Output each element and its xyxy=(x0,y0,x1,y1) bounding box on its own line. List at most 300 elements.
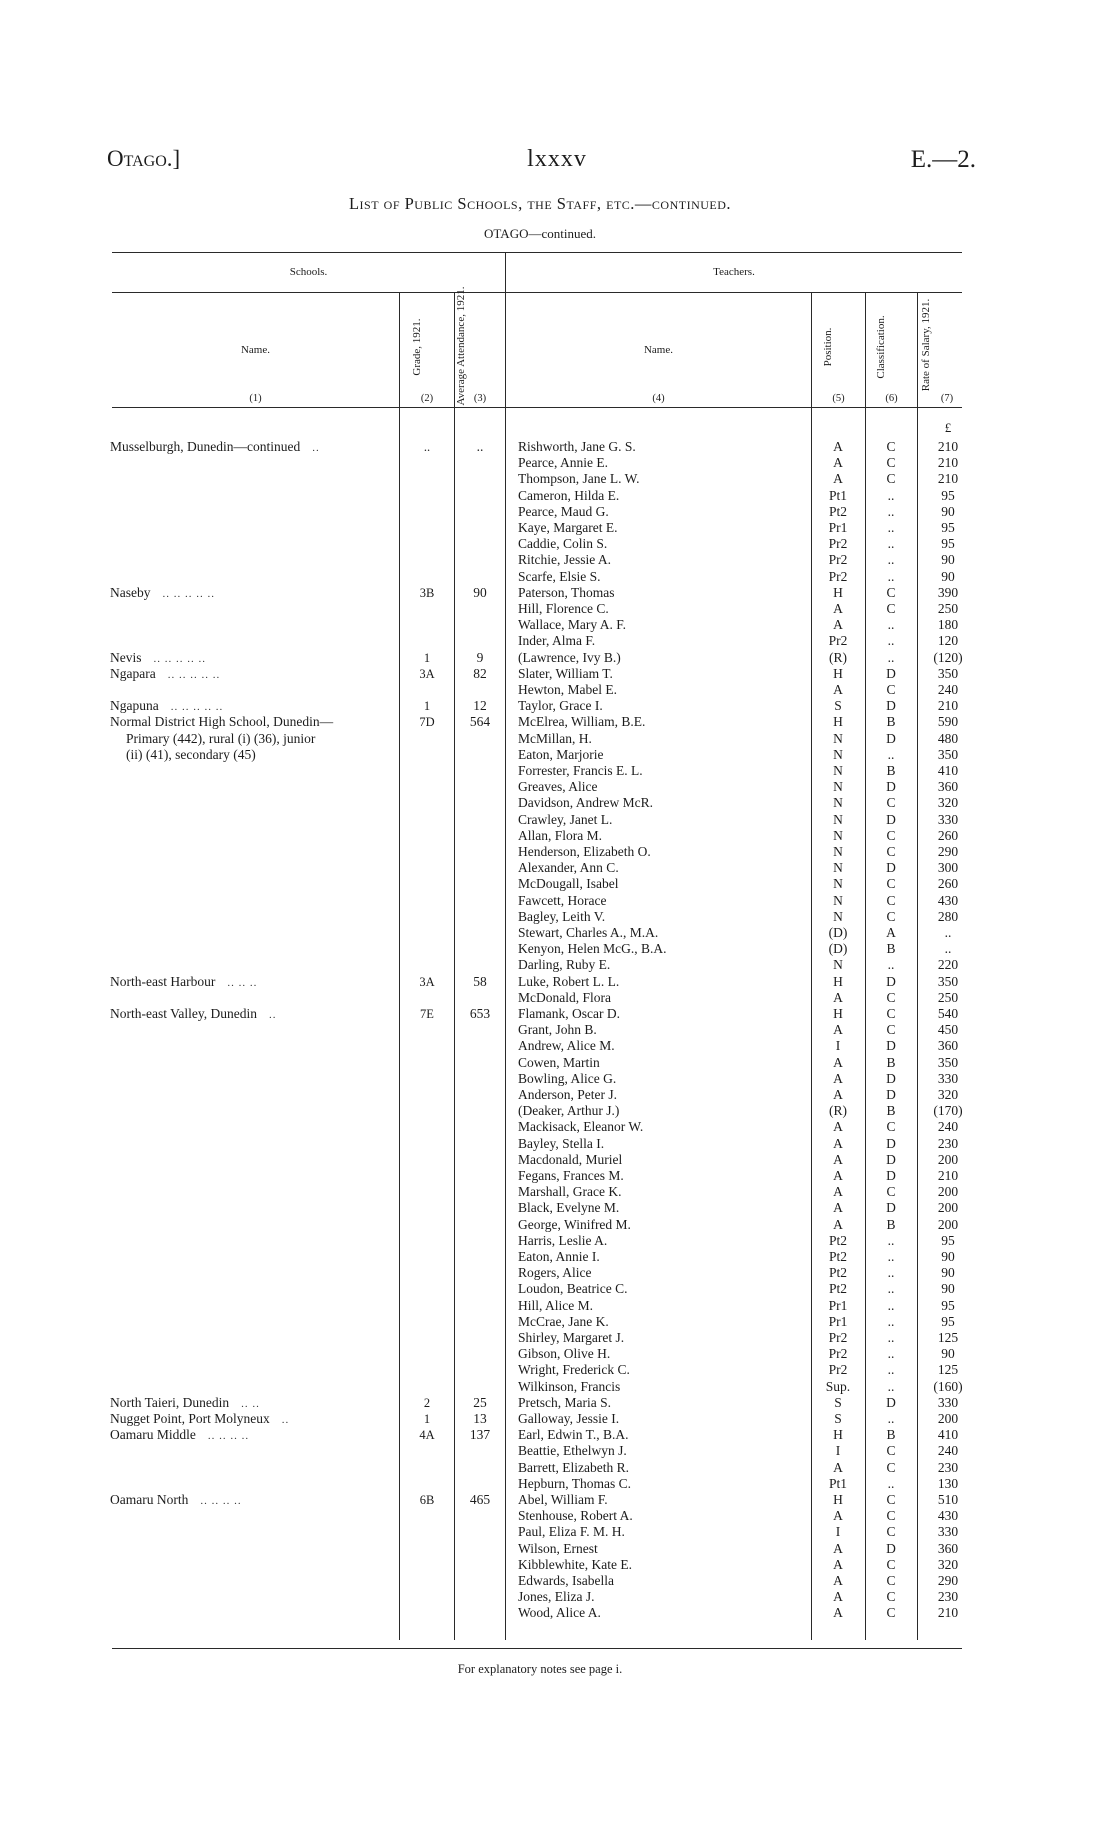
teacher-classification: C xyxy=(886,876,896,892)
teacher-classification: .. xyxy=(887,503,895,519)
school-attendance: 13 xyxy=(473,1411,487,1426)
school-name-text: Naseby xyxy=(110,584,151,600)
school-grade: 1 xyxy=(423,650,431,665)
table-row xyxy=(0,1541,1114,1557)
teacher-classification: C xyxy=(886,1605,896,1621)
teacher-salary: 90 xyxy=(941,568,955,584)
teacher-name: Wright, Frederick C. xyxy=(518,1362,630,1378)
teacher-salary: 360 xyxy=(937,1038,959,1054)
header-salary: Rate of Salary, 1921. xyxy=(920,298,932,392)
teacher-name: (Deaker, Arthur J.) xyxy=(518,1103,620,1119)
school-name xyxy=(110,439,395,456)
teacher-classification: .. xyxy=(887,957,895,973)
table-row xyxy=(0,1184,1114,1200)
teacher-salary: 320 xyxy=(937,795,959,811)
teacher-name: Alexander, Ann C. xyxy=(518,860,619,876)
header-bottom-rule xyxy=(112,407,962,408)
teacher-classification: D xyxy=(886,730,896,746)
teacher-position: H xyxy=(833,1427,843,1443)
teacher-position: Pt2 xyxy=(828,1249,847,1264)
teacher-name: Pretsch, Maria S. xyxy=(518,1394,611,1410)
teacher-name: Scarfe, Elsie S. xyxy=(518,568,601,584)
teacher-salary: (120) xyxy=(933,649,963,665)
school-grade: 7D xyxy=(419,715,435,730)
table-row xyxy=(0,601,1114,617)
table-row xyxy=(0,520,1114,536)
table-row xyxy=(0,1136,1114,1152)
teacher-classification: B xyxy=(886,714,896,730)
teacher-position: I xyxy=(835,1038,841,1054)
table-row xyxy=(0,714,1114,730)
table-row xyxy=(0,650,1114,666)
teacher-name: Andrew, Alice M. xyxy=(518,1038,615,1054)
school-leader-dots: .. .. xyxy=(241,1397,260,1410)
teacher-name: McCrae, Jane K. xyxy=(518,1313,609,1329)
teacher-salary: 450 xyxy=(937,1022,959,1038)
table-row xyxy=(0,1427,1114,1443)
teacher-salary: 200 xyxy=(937,1411,959,1426)
teacher-salary: 430 xyxy=(937,1508,959,1524)
teacher-classification: C xyxy=(886,1589,896,1605)
teacher-position: N xyxy=(833,844,843,859)
table-row xyxy=(0,569,1114,585)
teacher-salary: 210 xyxy=(937,698,959,714)
school-attendance: 25 xyxy=(473,1394,487,1410)
teacher-position: H xyxy=(833,1492,843,1507)
teacher-name: Stenhouse, Robert A. xyxy=(518,1508,633,1524)
school-grade: 7E xyxy=(420,1007,434,1021)
teacher-classification: D xyxy=(886,1540,896,1556)
teacher-salary: 510 xyxy=(937,1492,959,1507)
teacher-position: A xyxy=(833,439,843,454)
teacher-classification: C xyxy=(886,1443,896,1459)
teacher-salary: 210 xyxy=(937,1168,959,1183)
page-header-right: E.—2. xyxy=(910,146,976,173)
school-leader-dots: .. xyxy=(312,442,320,454)
teacher-classification: C xyxy=(886,455,896,471)
teacher-position: Pt1 xyxy=(828,1475,847,1491)
table-row xyxy=(0,1055,1114,1071)
table-row xyxy=(0,763,1114,779)
table-row xyxy=(0,1379,1114,1395)
teacher-position: A xyxy=(833,1459,843,1475)
teacher-position: I xyxy=(835,1524,841,1540)
teacher-classification: D xyxy=(886,665,896,681)
teacher-position: N xyxy=(833,746,843,762)
teacher-classification: .. xyxy=(887,1346,895,1362)
school-grade: 3A xyxy=(419,666,435,681)
teacher-classification: D xyxy=(886,973,896,989)
school-leader-dots: .. .. .. .. xyxy=(200,1495,242,1507)
teacher-classification: C xyxy=(886,1459,896,1475)
teacher-position: N xyxy=(833,795,843,811)
teacher-position: S xyxy=(834,698,842,714)
teacher-name: Macdonald, Muriel xyxy=(518,1151,623,1167)
teacher-salary: 130 xyxy=(937,1475,959,1491)
teacher-salary: 350 xyxy=(937,746,959,762)
currency-symbol: £ xyxy=(944,420,952,435)
table-row xyxy=(0,1200,1114,1216)
page-header-left: Otago.] xyxy=(107,146,181,171)
teacher-name: Gibson, Olive H. xyxy=(518,1346,611,1362)
teacher-name: Abel, William F. xyxy=(518,1492,608,1507)
teacher-name: Paterson, Thomas xyxy=(518,584,615,600)
teacher-name: Kaye, Margaret E. xyxy=(518,520,618,535)
teacher-position: A xyxy=(833,1087,843,1102)
teacher-classification: C xyxy=(886,795,896,811)
teacher-name: Wood, Alice A. xyxy=(518,1605,601,1621)
table-row xyxy=(0,1443,1114,1459)
teacher-position: A xyxy=(833,471,843,487)
table-row xyxy=(0,925,1114,941)
table-row xyxy=(0,1330,1114,1346)
school-name xyxy=(110,974,395,991)
page-title: List of Public Schools, the Staff, etc.—continued. xyxy=(348,194,732,213)
school-name xyxy=(110,1492,395,1509)
col-number-2: (2) xyxy=(420,393,434,404)
teacher-position: (D) xyxy=(828,941,848,957)
teacher-classification: C xyxy=(886,1022,896,1038)
school-name-text: North Taieri, Dunedin xyxy=(110,1394,230,1410)
teacher-salary: 260 xyxy=(937,876,959,892)
teacher-name: Eaton, Marjorie xyxy=(518,746,604,762)
teacher-position: A xyxy=(833,1556,843,1572)
school-leader-dots: .. .. .. xyxy=(227,976,258,989)
school-name-text: North-east Valley, Dunedin xyxy=(110,1006,257,1021)
teacher-salary: 90 xyxy=(941,1281,955,1297)
teacher-classification: .. xyxy=(887,1378,895,1394)
teacher-classification: B xyxy=(886,1427,896,1443)
teacher-name: Pearce, Annie E. xyxy=(518,455,608,471)
teacher-name: (Lawrence, Ivy B.) xyxy=(518,649,621,665)
teacher-position: I xyxy=(835,1443,841,1459)
table-row xyxy=(0,1071,1114,1087)
teacher-name: Hill, Alice M. xyxy=(518,1297,593,1313)
table-row xyxy=(0,1346,1114,1362)
teacher-position: S xyxy=(834,1411,842,1426)
teacher-salary: 200 xyxy=(937,1151,959,1167)
teacher-salary: 330 xyxy=(937,811,959,827)
teacher-classification: D xyxy=(886,1394,896,1410)
table-row xyxy=(0,1103,1114,1119)
teacher-position: Pr2 xyxy=(828,536,848,552)
teacher-classification: C xyxy=(886,1119,896,1135)
teacher-name: Marshall, Grace K. xyxy=(518,1184,622,1200)
teacher-salary: 480 xyxy=(937,730,959,746)
teacher-position: A xyxy=(833,1216,843,1232)
teacher-salary: 90 xyxy=(941,1249,955,1264)
school-leader-dots: .. .. .. .. .. xyxy=(167,668,221,681)
teacher-salary: .. xyxy=(944,941,952,957)
teacher-name: Allan, Flora M. xyxy=(518,827,602,843)
teacher-name: Harris, Leslie A. xyxy=(518,1232,608,1248)
school-grade: 2 xyxy=(423,1395,431,1410)
teacher-salary: (160) xyxy=(933,1378,963,1394)
teacher-name: Davidson, Andrew McR. xyxy=(518,795,653,811)
teacher-classification: D xyxy=(886,1168,896,1183)
teacher-position: (R) xyxy=(829,649,847,665)
teacher-salary: 220 xyxy=(937,957,959,973)
school-leader-dots: .. xyxy=(268,1009,277,1021)
teacher-classification: A xyxy=(886,925,896,940)
teacher-position: N xyxy=(833,827,843,843)
school-attendance: .. xyxy=(476,439,484,454)
teacher-position: H xyxy=(833,1006,843,1021)
teacher-classification: .. xyxy=(887,649,895,665)
teacher-classification: .. xyxy=(887,746,895,762)
teacher-name: Eaton, Annie I. xyxy=(518,1249,600,1264)
teacher-name: Taylor, Grace I. xyxy=(518,698,603,714)
table-row xyxy=(0,1476,1114,1492)
teacher-name: Bayley, Stella I. xyxy=(518,1135,605,1151)
table-row xyxy=(0,1168,1114,1184)
teacher-salary: 360 xyxy=(937,779,959,795)
teacher-position: A xyxy=(833,1540,843,1556)
teacher-position: Pr1 xyxy=(828,520,848,535)
table-row xyxy=(0,536,1114,552)
teacher-salary: 300 xyxy=(937,860,959,876)
teacher-salary: 320 xyxy=(937,1556,959,1572)
teacher-name: Jones, Eliza J. xyxy=(518,1589,595,1605)
teacher-classification: D xyxy=(886,1087,896,1102)
teacher-name: Wilson, Ernest xyxy=(518,1540,598,1556)
table-row xyxy=(0,1006,1114,1022)
teacher-position: A xyxy=(833,1070,843,1086)
teacher-name: Kenyon, Helen McG., B.A. xyxy=(518,941,667,957)
teacher-position: N xyxy=(833,779,843,795)
teacher-position: N xyxy=(833,730,843,746)
table-row xyxy=(0,1217,1114,1233)
school-name-text: Oamaru Middle xyxy=(110,1427,196,1443)
table-row xyxy=(0,893,1114,909)
teacher-salary: 95 xyxy=(941,520,955,535)
teacher-name: Fawcett, Horace xyxy=(518,892,607,908)
teacher-salary: 330 xyxy=(937,1524,959,1540)
teacher-salary: 540 xyxy=(937,1006,959,1021)
header-position: Position. xyxy=(822,327,834,367)
teacher-name: Mackisack, Eleanor W. xyxy=(518,1119,644,1135)
teacher-salary: 330 xyxy=(937,1070,959,1086)
teacher-classification: .. xyxy=(887,1249,895,1264)
teacher-classification: .. xyxy=(887,1297,895,1313)
teacher-salary: 360 xyxy=(937,1540,959,1556)
teacher-position: Pt2 xyxy=(828,1265,847,1281)
table-row xyxy=(0,1152,1114,1168)
teacher-classification: D xyxy=(886,1070,896,1086)
table-row xyxy=(0,990,1114,1006)
teacher-position: (D) xyxy=(828,925,848,940)
teacher-classification: .. xyxy=(887,1411,895,1426)
table-row xyxy=(0,1281,1114,1297)
teacher-name: Beattie, Ethelwyn J. xyxy=(518,1443,627,1459)
table-row xyxy=(0,552,1114,568)
teacher-name: Fegans, Frances M. xyxy=(518,1168,624,1183)
teacher-salary: 90 xyxy=(941,1265,955,1281)
teacher-position: Pr2 xyxy=(828,552,848,568)
teacher-classification: C xyxy=(886,827,896,843)
teacher-salary: 230 xyxy=(937,1459,959,1475)
teacher-classification: C xyxy=(886,1184,896,1200)
teacher-name: McMillan, H. xyxy=(518,730,592,746)
teacher-classification: .. xyxy=(887,1475,895,1491)
teacher-salary: 180 xyxy=(937,617,959,633)
teacher-classification: C xyxy=(886,1006,896,1021)
teacher-salary: 95 xyxy=(941,487,955,503)
teacher-position: Pt2 xyxy=(828,503,847,519)
teacher-name: Barrett, Elizabeth R. xyxy=(518,1459,629,1475)
teacher-salary: 95 xyxy=(941,1313,955,1329)
teacher-salary: 250 xyxy=(937,989,959,1005)
school-name xyxy=(110,1411,395,1428)
teacher-salary: 590 xyxy=(937,714,959,730)
header-teacher-name: Name. xyxy=(643,344,673,356)
teacher-name: Flamank, Oscar D. xyxy=(518,1006,620,1021)
teacher-position: Pr1 xyxy=(828,1313,848,1329)
table-row xyxy=(0,974,1114,990)
teacher-salary: 250 xyxy=(937,601,959,616)
teacher-position: Pt2 xyxy=(828,1281,847,1297)
col-number-5: (5) xyxy=(832,393,845,404)
teacher-salary: 95 xyxy=(941,1297,955,1313)
teacher-position: A xyxy=(833,989,843,1005)
table-row xyxy=(0,1362,1114,1378)
teacher-name: McDougall, Isabel xyxy=(518,876,619,892)
table-row xyxy=(0,909,1114,925)
teacher-classification: D xyxy=(886,1135,896,1151)
school-name-text: Oamaru North xyxy=(110,1492,189,1507)
teacher-salary: 240 xyxy=(937,1119,959,1135)
teacher-salary: 240 xyxy=(937,682,959,697)
teacher-classification: C xyxy=(886,439,896,454)
school-name-text: Musselburgh, Dunedin—continued xyxy=(110,439,301,454)
teacher-position: N xyxy=(833,860,843,876)
teacher-salary: 410 xyxy=(937,1427,959,1443)
header-grade: Grade, 1921. xyxy=(411,318,423,376)
col-number-6: (6) xyxy=(885,393,898,404)
teacher-name: McElrea, William, B.E. xyxy=(518,714,646,730)
table-row xyxy=(0,731,1114,747)
table-row xyxy=(0,1605,1114,1621)
school-grade: 1 xyxy=(423,699,431,714)
school-name xyxy=(110,1395,395,1412)
teacher-name: Bagley, Leith V. xyxy=(518,908,606,924)
table-row xyxy=(0,812,1114,828)
teacher-salary: 90 xyxy=(941,1346,955,1362)
table-row xyxy=(0,747,1114,763)
school-attendance: 9 xyxy=(476,649,484,665)
table-row xyxy=(0,698,1114,714)
teacher-name: Hewton, Mabel E. xyxy=(518,682,617,697)
teacher-position: A xyxy=(833,617,843,633)
teacher-classification: C xyxy=(886,682,896,697)
school-name-continued: (ii) (41), secondary (45) xyxy=(126,746,256,762)
teacher-salary: 390 xyxy=(937,584,959,600)
teacher-name: Pearce, Maud G. xyxy=(518,503,609,519)
table-row xyxy=(0,1038,1114,1054)
teacher-salary: 350 xyxy=(937,1054,959,1070)
school-leader-dots: .. .. .. .. .. xyxy=(170,701,224,714)
school-grade: .. xyxy=(423,440,431,454)
table-row xyxy=(0,1411,1114,1427)
teacher-name: Loudon, Beatrice C. xyxy=(518,1281,628,1297)
teacher-position: H xyxy=(833,584,843,600)
header-schools: Schools. xyxy=(289,266,328,278)
teacher-name: McDonald, Flora xyxy=(518,989,611,1005)
teacher-position: N xyxy=(833,811,843,827)
teacher-classification: .. xyxy=(887,1281,895,1297)
teacher-position: N xyxy=(833,763,843,778)
teacher-position: A xyxy=(833,1200,843,1216)
teacher-salary: (170) xyxy=(933,1103,963,1119)
school-attendance: 90 xyxy=(473,584,487,600)
teacher-position: Pr1 xyxy=(828,1297,848,1313)
teacher-salary: 350 xyxy=(937,665,959,681)
teacher-classification: .. xyxy=(887,1313,895,1329)
teacher-salary: 290 xyxy=(937,1573,959,1588)
teacher-classification: C xyxy=(886,1508,896,1524)
table-row xyxy=(0,1460,1114,1476)
table-row xyxy=(0,617,1114,633)
table-row xyxy=(0,779,1114,795)
teacher-classification: C xyxy=(886,1556,896,1572)
teacher-name: Crawley, Janet L. xyxy=(518,811,613,827)
teacher-name: Greaves, Alice xyxy=(518,779,598,795)
teacher-name: Galloway, Jessie I. xyxy=(518,1411,620,1426)
teacher-position: N xyxy=(833,876,843,892)
teacher-classification: .. xyxy=(887,552,895,568)
teacher-name: Forrester, Francis E. L. xyxy=(518,763,643,778)
teacher-salary: 120 xyxy=(937,633,959,649)
teacher-classification: C xyxy=(886,844,896,859)
teacher-classification: C xyxy=(886,1524,896,1540)
school-name-text: North-east Harbour xyxy=(110,973,216,989)
teacher-salary: 280 xyxy=(937,908,959,924)
school-grade: 3B xyxy=(419,585,435,600)
table-row xyxy=(0,471,1114,487)
school-name xyxy=(110,698,395,715)
school-leader-dots: .. .. .. .. xyxy=(207,1430,250,1443)
teacher-salary: 95 xyxy=(941,536,955,552)
teacher-name: Thompson, Jane L. W. xyxy=(518,471,640,487)
table-top-rule xyxy=(112,252,962,253)
teacher-salary: 200 xyxy=(937,1184,959,1200)
teacher-position: A xyxy=(833,1605,843,1621)
teacher-position: A xyxy=(833,1589,843,1605)
teacher-classification: B xyxy=(886,1054,896,1070)
header-classification: Classification. xyxy=(875,315,887,379)
teacher-salary: 230 xyxy=(937,1589,959,1605)
teacher-position: Pt1 xyxy=(828,487,847,503)
teacher-salary: 330 xyxy=(937,1394,959,1410)
teacher-name: Paul, Eliza F. M. H. xyxy=(518,1524,625,1540)
table-row xyxy=(0,1022,1114,1038)
teacher-name: Henderson, Elizabeth O. xyxy=(518,844,651,859)
school-attendance: 58 xyxy=(473,973,487,989)
school-grade: 1 xyxy=(423,1412,431,1426)
teacher-salary: 260 xyxy=(937,827,959,843)
school-name xyxy=(110,585,395,602)
teacher-classification: C xyxy=(886,1573,896,1588)
teacher-classification: B xyxy=(886,763,896,778)
teacher-salary: 200 xyxy=(937,1216,959,1232)
table-row xyxy=(0,957,1114,973)
teacher-position: A xyxy=(833,1508,843,1524)
teacher-position: A xyxy=(833,1573,843,1588)
teacher-classification: .. xyxy=(887,617,895,633)
table-row xyxy=(0,795,1114,811)
teacher-classification: D xyxy=(886,698,896,714)
teacher-classification: D xyxy=(886,779,896,795)
